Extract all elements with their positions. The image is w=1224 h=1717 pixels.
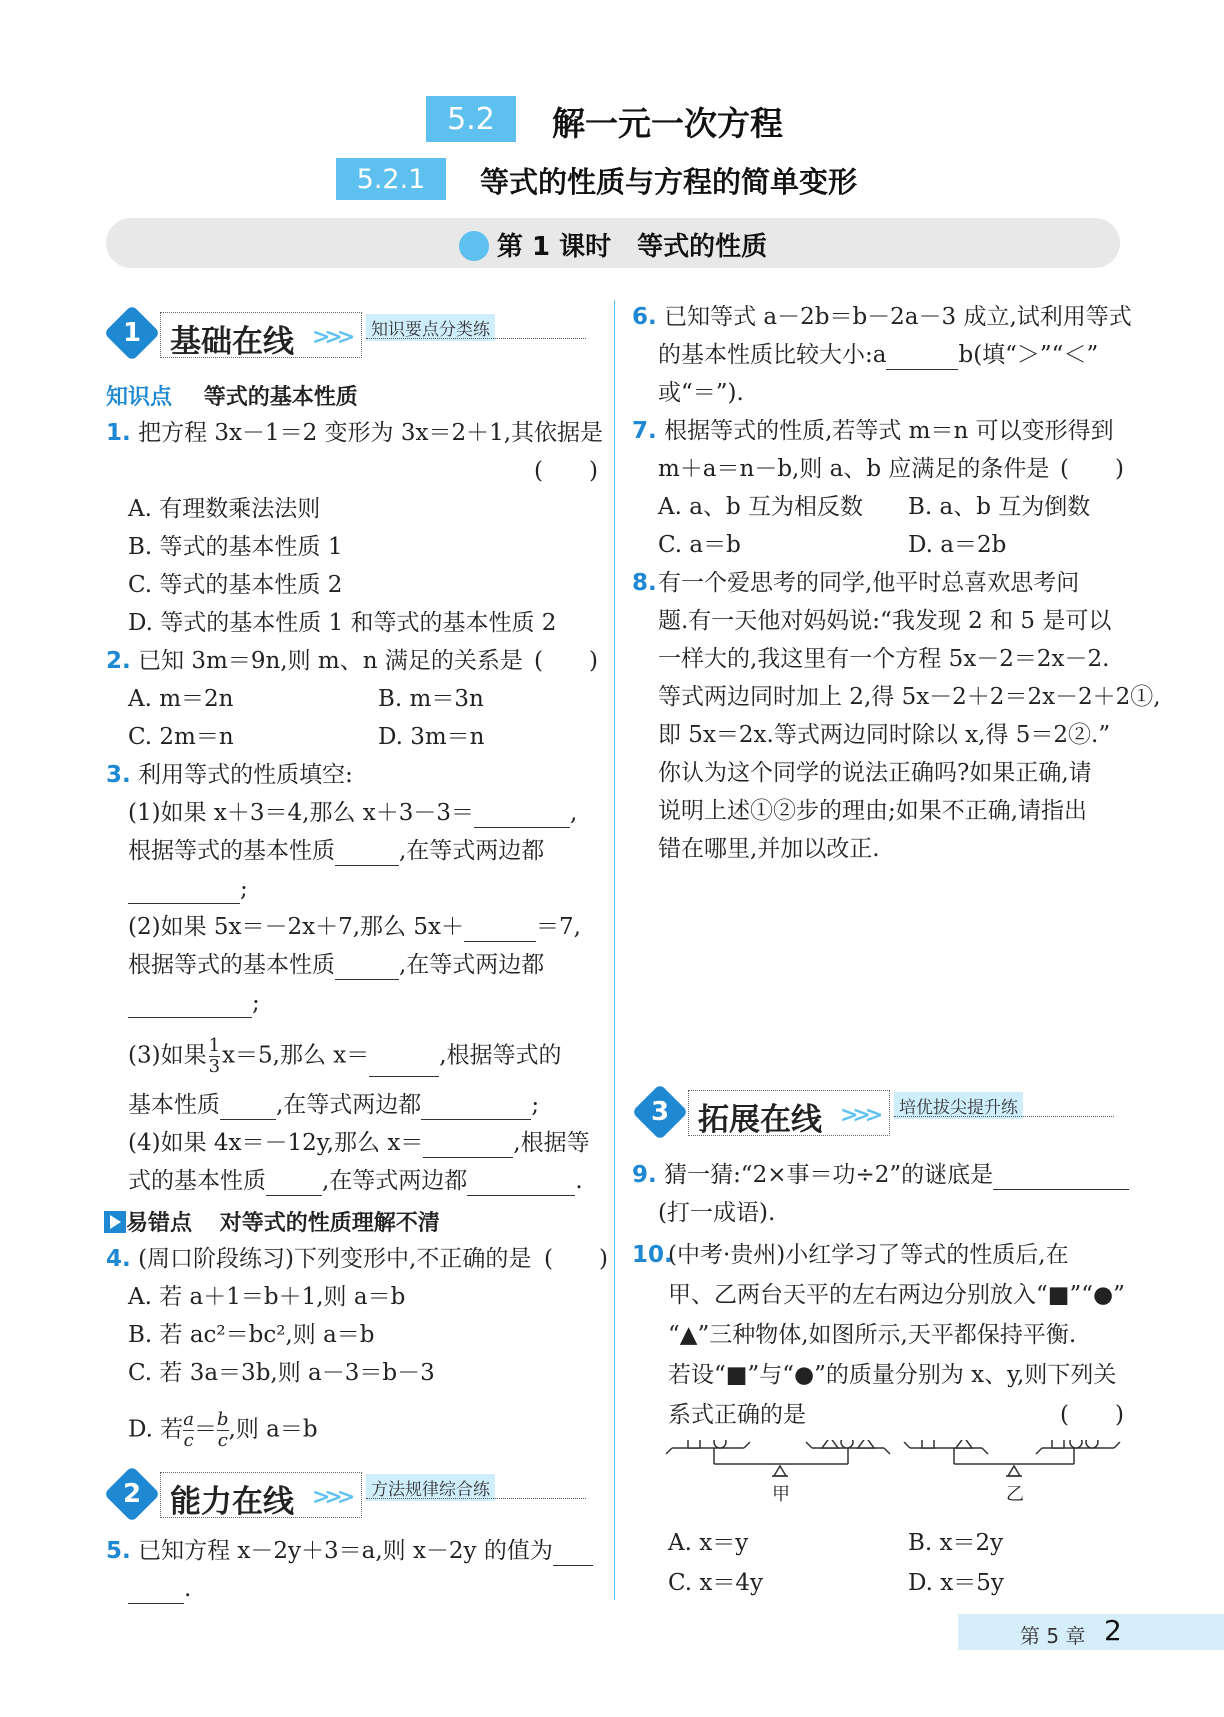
q3-sub2-line1 bbox=[128, 912, 581, 942]
q3-sub2-text: 根据等式的基本性质 bbox=[128, 952, 335, 978]
q2-option-a: A. m＝2n bbox=[128, 686, 234, 712]
q1-paren: ( ) bbox=[534, 458, 598, 484]
q3-sub4-text: (4)如果 4x＝－12y,那么 x＝ bbox=[128, 1130, 424, 1156]
q6-number: 6. bbox=[632, 304, 657, 330]
label-jia: 甲 bbox=[772, 1484, 790, 1505]
q1-stem bbox=[106, 418, 603, 448]
fraction-numerator: a bbox=[183, 1409, 194, 1430]
answer-blank[interactable] bbox=[266, 1173, 322, 1196]
answer-blank[interactable] bbox=[128, 881, 240, 904]
q3-sub2-line2 bbox=[128, 950, 544, 980]
q3-sub2-line3: ; bbox=[128, 988, 260, 1018]
q10-option-a: A. x＝y bbox=[668, 1530, 749, 1556]
q6-text: 的基本性质比较大小:a bbox=[658, 342, 887, 368]
part3-number: 3 bbox=[650, 1097, 670, 1127]
answer-blank[interactable] bbox=[467, 1173, 575, 1196]
q8-line: 说明上述①②步的理由;如果不正确,请指出 bbox=[658, 798, 1088, 824]
q3-sub1-text: ,在等式两边都 bbox=[399, 838, 545, 864]
q9-line1 bbox=[632, 1160, 1129, 1190]
fraction-denominator: 3 bbox=[208, 1056, 221, 1077]
part2-title: 能力在线 bbox=[170, 1484, 294, 1520]
q4-option-c: C. 若 3a＝3b,则 a－3＝b－3 bbox=[128, 1360, 435, 1386]
q4-option-d: D. 若 $\frac{a}{c}$ ＝ $\frac{b}{c}$ ,则 a＝b bbox=[128, 1409, 318, 1451]
q8-line: 等式两边同时加上 2,得 5x－2＋2＝2x－2＋2①, bbox=[658, 684, 1161, 710]
q8-line: 错在哪里,并加以改正. bbox=[658, 836, 880, 862]
q1-option-a: A. 有理数乘法法则 bbox=[128, 496, 321, 522]
q9-text: 猜一猜:“2×事＝功÷2”的谜底是 bbox=[664, 1162, 994, 1188]
mistake-point bbox=[104, 1206, 440, 1237]
balance-figure bbox=[664, 1440, 1124, 1520]
subsection-number-box bbox=[336, 158, 446, 200]
q6-line2 bbox=[658, 340, 1098, 370]
answer-blank[interactable] bbox=[220, 1097, 276, 1120]
lesson-title: 第 1 课时 等式的性质 bbox=[496, 232, 768, 262]
section-number: 5.2 bbox=[447, 101, 495, 137]
q3-number: 3. bbox=[106, 762, 131, 788]
part3-tag: 培优拔尖提升练 bbox=[894, 1092, 1023, 1119]
play-icon bbox=[104, 1211, 126, 1233]
q9-line2: (打一成语). bbox=[658, 1200, 776, 1226]
q3-sub3-line1 bbox=[128, 1036, 562, 1077]
q10-option-b: B. x＝2y bbox=[908, 1530, 1004, 1556]
q3-sub1-line2 bbox=[128, 836, 544, 866]
q3-sub4-line2: 式的基本性质 ,在等式两边都 . bbox=[128, 1168, 583, 1194]
knowledge-point bbox=[106, 380, 358, 411]
q1-option-c: C. 等式的基本性质 2 bbox=[128, 572, 343, 598]
answer-blank[interactable] bbox=[474, 805, 570, 828]
subsection-number: 5.2.1 bbox=[356, 163, 426, 195]
mistake-label: 易错点 bbox=[126, 1211, 193, 1236]
q1-option-d: D. 等式的基本性质 1 和等式的基本性质 2 bbox=[128, 610, 557, 636]
q10-line: 系式正确的是 bbox=[668, 1402, 806, 1428]
q4-text: (周口阶段练习)下列变形中,不正确的是 bbox=[138, 1246, 532, 1272]
part1-number: 1 bbox=[122, 318, 142, 348]
q7-option-c: C. a＝b bbox=[658, 532, 741, 558]
q8-line: 有一个爱思考的同学,他平时总喜欢思考问 bbox=[658, 570, 1080, 596]
section-number-box bbox=[426, 96, 516, 142]
q2-paren: ( ) bbox=[534, 648, 598, 674]
q3-sub4-line1 bbox=[128, 1128, 590, 1158]
answer-blank[interactable] bbox=[421, 1097, 531, 1120]
answer-blank[interactable] bbox=[369, 1054, 439, 1077]
q3-sub1-text: (1)如果 x＋3＝4,那么 x＋3－3＝ bbox=[128, 800, 474, 826]
q3-sub3-text: ,根据等式的 bbox=[439, 1042, 562, 1069]
q10-option-c: C. x＝4y bbox=[668, 1570, 763, 1596]
fraction-denominator: c bbox=[217, 1430, 228, 1451]
q4-paren: ( ) bbox=[544, 1246, 608, 1272]
part1-arrow-icon: >>> bbox=[312, 324, 350, 350]
q3-sub3-line2: 基本性质 ,在等式两边都 ; bbox=[128, 1092, 540, 1118]
q7-line1 bbox=[632, 416, 1114, 446]
column-divider bbox=[614, 300, 615, 1600]
q7-text: 根据等式的性质,若等式 m＝n 可以变形得到 bbox=[664, 418, 1114, 444]
fraction-denominator: c bbox=[183, 1430, 194, 1451]
q6-text: b(填“＞”“＜” bbox=[958, 342, 1099, 368]
lesson-banner bbox=[106, 218, 1120, 268]
q4-option-d-text: D. 若 bbox=[128, 1416, 184, 1443]
q4-option-a: A. 若 a＋1＝b＋1,则 a＝b bbox=[128, 1284, 406, 1310]
q7-number: 7. bbox=[632, 418, 657, 444]
answer-blank[interactable] bbox=[886, 347, 958, 370]
q4-option-b: B. 若 ac²＝bc²,则 a＝b bbox=[128, 1322, 375, 1348]
q4-option-d-text: ,则 a＝b bbox=[228, 1416, 318, 1443]
q3-stem bbox=[106, 760, 353, 790]
answer-blank[interactable] bbox=[464, 919, 536, 942]
label-yi: 乙 bbox=[1006, 1484, 1024, 1505]
part1-title: 基础在线 bbox=[170, 324, 294, 360]
q3-sub1-text: 根据等式的基本性质 bbox=[128, 838, 335, 864]
part2-arrow-icon: >>> bbox=[312, 1484, 350, 1510]
fraction bbox=[183, 1410, 194, 1451]
fraction-numerator: 1 bbox=[208, 1035, 221, 1056]
q2-option-d: D. 3m＝n bbox=[378, 724, 485, 750]
footer-band bbox=[958, 1614, 1224, 1650]
part3-dotline bbox=[894, 1116, 1114, 1117]
q1-text: 把方程 3x－1＝2 变形为 3x＝2＋1,其依据是 bbox=[138, 420, 604, 446]
fraction-numerator: b bbox=[216, 1409, 229, 1430]
q8-line: 即 5x＝2x.等式两边同时除以 x,得 5＝2②.” bbox=[658, 722, 1111, 748]
fraction bbox=[217, 1410, 229, 1451]
part2-dotline bbox=[366, 1498, 586, 1499]
q6-text: 已知等式 a－2b＝b－2a－3 成立,试利用等式 bbox=[664, 304, 1132, 330]
q3-sub2-text: (2)如果 5x＝－2x＋7,那么 5x＋ bbox=[128, 914, 464, 940]
part3-arrow-icon: >>> bbox=[840, 1102, 878, 1128]
q3-sub4-text: 式的基本性质 bbox=[128, 1168, 266, 1194]
q8-line: 一样大的,我这里有一个方程 5x－2＝2x－2. bbox=[658, 646, 1110, 672]
section-title: 解一元一次方程 bbox=[552, 104, 783, 143]
q7-paren: ( ) bbox=[1060, 456, 1124, 482]
q10-paren: ( ) bbox=[1060, 1402, 1124, 1428]
q7-line2: m＋a＝n－b,则 a、b 应满足的条件是 bbox=[658, 456, 1050, 482]
footer-chapter: 第 5 章 bbox=[1020, 1624, 1086, 1648]
part1-dotline bbox=[366, 338, 586, 339]
q3-sub1-line1: (1)如果 x＋3＝4,那么 x＋3－3＝ , bbox=[128, 800, 578, 826]
q2-stem bbox=[106, 646, 523, 676]
clock-icon bbox=[459, 231, 489, 261]
q2-option-c: C. 2m＝n bbox=[128, 724, 234, 750]
q3-sub2-text: ＝7, bbox=[535, 914, 581, 940]
q2-text: 已知 3m＝9n,则 m、n 满足的关系是 bbox=[138, 648, 523, 674]
q6-line3: 或“＝”). bbox=[658, 380, 744, 406]
q10-line: 若设“■”与“●”的质量分别为 x、y,则下列关 bbox=[668, 1362, 1117, 1388]
q8-line: 你认为这个同学的说法正确吗?如果正确,请 bbox=[658, 760, 1092, 786]
answer-blank[interactable] bbox=[128, 1581, 184, 1604]
answer-blank[interactable] bbox=[335, 843, 399, 866]
q2-option-b: B. m＝3n bbox=[378, 686, 484, 712]
q8-line: 题.有一天他对妈妈说:“我发现 2 和 5 是可以 bbox=[658, 608, 1112, 634]
q3-sub3-text: x＝5,那么 x＝ bbox=[222, 1042, 370, 1069]
q3-text: 利用等式的性质填空: bbox=[138, 762, 353, 788]
q10-option-d: D. x＝5y bbox=[908, 1570, 1004, 1596]
q5-stem bbox=[106, 1536, 593, 1566]
part3-title: 拓展在线 bbox=[698, 1102, 822, 1138]
part2-number: 2 bbox=[122, 1479, 142, 1509]
q9-number: 9. bbox=[632, 1162, 657, 1188]
q3-sub3-text: (3)如果 bbox=[128, 1042, 207, 1069]
q6-line1 bbox=[632, 302, 1132, 332]
q3-sub3-text: ,在等式两边都 bbox=[276, 1092, 422, 1118]
answer-blank[interactable] bbox=[128, 995, 252, 1018]
q7-option-d: D. a＝2b bbox=[908, 532, 1007, 558]
q3-sub2-text: ,在等式两边都 bbox=[399, 952, 545, 978]
part1-tag: 知识要点分类练 bbox=[366, 314, 495, 341]
q2-number: 2. bbox=[106, 648, 131, 674]
q8-number: 8. bbox=[632, 570, 657, 596]
mistake-text: 对等式的性质理解不清 bbox=[219, 1211, 440, 1236]
q7-option-a: A. a、b 互为相反数 bbox=[658, 494, 863, 520]
q10-line: 甲、乙两台天平的左右两边分别放入“■”“●” bbox=[668, 1282, 1125, 1308]
subsection-title: 等式的性质与方程的简单变形 bbox=[480, 165, 858, 199]
q5-text: 已知方程 x－2y＋3＝a,则 x－2y 的值为 bbox=[138, 1538, 553, 1564]
answer-blank[interactable] bbox=[423, 1135, 513, 1158]
page-number: 2 bbox=[1104, 1614, 1122, 1647]
fraction bbox=[209, 1036, 220, 1077]
knowledge-label: 知识点 bbox=[106, 385, 173, 410]
q10-line: “▲”三种物体,如图所示,天平都保持平衡. bbox=[668, 1322, 1077, 1348]
q3-sub1-line3: ; bbox=[128, 874, 248, 904]
q7-option-b: B. a、b 互为倒数 bbox=[908, 494, 1091, 520]
answer-blank[interactable] bbox=[993, 1167, 1129, 1190]
part2-tag: 方法规律综合练 bbox=[366, 1474, 495, 1501]
q4-stem bbox=[106, 1244, 531, 1274]
q1-option-b: B. 等式的基本性质 1 bbox=[128, 534, 343, 560]
q5-line2: . bbox=[128, 1574, 191, 1604]
q10-number: 10. bbox=[632, 1242, 673, 1268]
q1-number: 1. bbox=[106, 420, 131, 446]
knowledge-text: 等式的基本性质 bbox=[203, 385, 358, 410]
q3-sub3-text: 基本性质 bbox=[128, 1092, 220, 1118]
q3-sub4-text: ,根据等 bbox=[513, 1130, 590, 1156]
q10-line: (中考·贵州)小红学习了等式的性质后,在 bbox=[668, 1242, 1069, 1268]
answer-blank[interactable] bbox=[335, 957, 399, 980]
q4-number: 4. bbox=[106, 1246, 131, 1272]
answer-blank[interactable] bbox=[553, 1543, 593, 1566]
q3-sub4-text: ,在等式两边都 bbox=[322, 1168, 468, 1194]
q5-number: 5. bbox=[106, 1538, 131, 1564]
